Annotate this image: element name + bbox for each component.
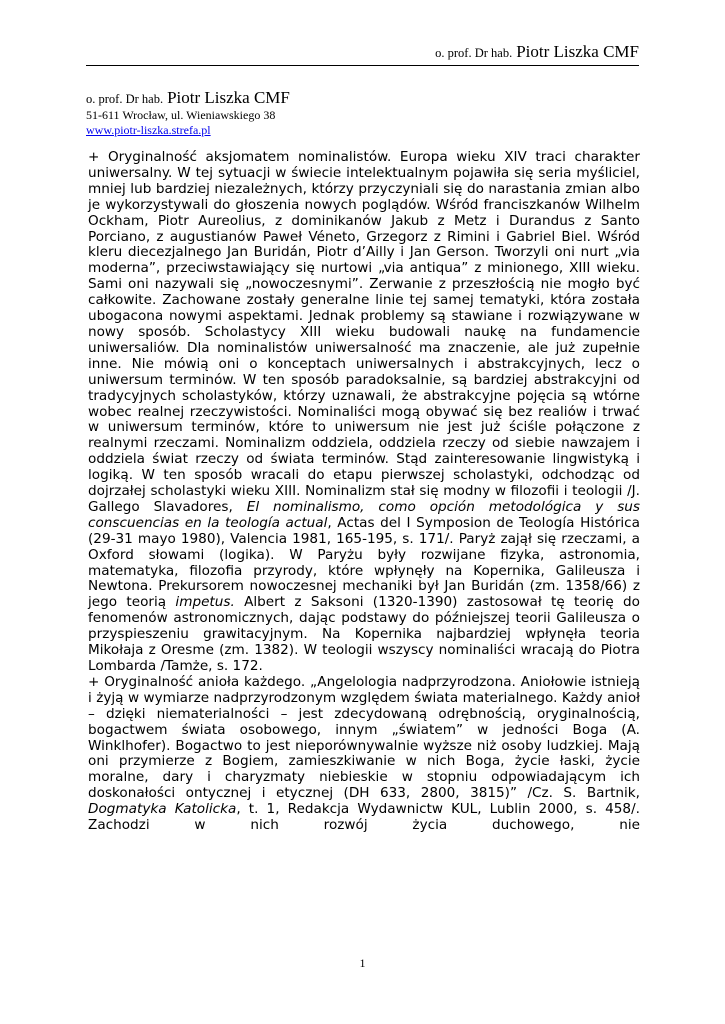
author-title-prefix: o. prof. Dr hab.	[86, 92, 164, 106]
paragraph-text: Albert z Saksoni (1320-1390) zastosował tę teorię do fenomenów astronomicznych, dając podstawy do późniejszej teorii Galileusza o przyspieszeniu grawitacyjnym. Na Kopernika najbardziej wpłynęła teoria Mikołaja z Oresme (zm. 1382). W teologii wszyscy nominaliści wracają do Piotra Lombarda /Tamże, s. 172.	[88, 594, 640, 674]
author-name-line	[86, 89, 290, 108]
header-author-name: Piotr Liszka CMF	[516, 42, 639, 61]
paragraph-text: , Actas del I Symposion de Teología Histórica (29-31 mayo 1980), Valencia 1981, 165-195, s. 171/. Paryż zajął się rzeczami, a Oxford słowami (logika). W Paryżu były rozwijane fizyka, astronomia, matematyka, filozofia przyrody, które wpłynęły na Kopernika, Galileusza i Newtona. Prekursorem nowoczesnej mechaniki był Jan Buridán (zm. 1358/66) z jego teorią	[88, 514, 640, 611]
author-address-block	[86, 89, 290, 137]
paragraph-nominalism	[88, 150, 640, 675]
page-number: 1	[359, 956, 366, 970]
italic-title: El nominalismo, como opción metodológica y sus conscuencias en la teología actual	[88, 498, 640, 531]
italic-title: Dogmatyka Katolicka	[88, 801, 237, 818]
author-street-address: 51-611 Wrocław, ul. Wieniawskiego 38	[86, 108, 276, 122]
author-name: Piotr Liszka CMF	[167, 88, 290, 107]
paragraph-text: + Oryginalność anioła każdego. „Angelologia nadprzyrodzona. Aniołowie istnieją i żyją w wymiarze nadprzyrodzonym względem świata materialnego. Każdy anioł – dzięki niematerialności – jest zdecydowaną odrębnością, oryginalnością, bogactwem świata osobowego, innym „światem” w jedności Boga (A. Winklhofer). Bogactwo to jest nieporównywalnie wyższe niż osoby ludzkiej. Mają oni przymierze z Bogiem, zamieszkiwanie w nich Boga, życie łaski, życie moralne, dary i charyzmaty niebieskie w stopniu odpowiadającym ich doskonałości ontycznej i etycznej (DH 633, 2800, 3815)” /Cz. S. Bartnik,	[88, 673, 640, 802]
paragraph-text: , t. 1, Redakcja Wydawnictw KUL, Lublin 2000, s. 458/. Zachodzi w nich rozwój życia duchowego, nie	[88, 801, 640, 834]
author-website-link[interactable]: www.piotr-liszka.strefa.pl	[86, 123, 211, 137]
running-header	[435, 42, 639, 62]
paragraph-text: + Oryginalność aksjomatem nominalistów. Europa wieku XIV traci charakter uniwersalny. W tej sytuacji w świecie intelektualnym pojawiła się seria myśliciel, mniej lub bardziej niezależnych, którzy przyczyniali się do narastania zmian albo je wykorzystywali do głoszenia nowych poglądów. Wśród franciszkanów Wilhelm Ockham, Piotr Aureolius, z dominikanów Jakub z Metz i Durandus z Santo Porciano, z augustianów Paweł Véneto, Grzegorz z Rimini i Gabriel Biel. Wśród kleru diecezjalnego Jan Buridán, Piotr d’Ailly i Jan Gerson. Tworzyli oni nurt „via moderna”, przeciwstawiający się nurtowi „via antiqua” z minionego, XIII wieku. Sami oni nazywali się „nowoczesnymi”. Zerwanie z przeszłością nie mogło być całkowite. Zachowane zostały generalne linie tej samej tematyki, która została ubogacona nowymi aspektami. Jednak problemy są stawiane i rozwiązywane w nowy sposób. Scholastycy XIII wieku budowali naukę na fundamencie uniwersaliów. Dla nominalistów uniwersalność ma znaczenie, ale już zupełnie inne. Nie mówią oni o konceptach uniwersalnych i abstrakcyjnych, lecz o uniwersum terminów. W ten sposób paradoksalnie, są bardziej abstrakcyjni od tradycyjnych scholastyków, którzy uznawali, że abstrakcyjne pojęcia są wtórne wobec realnej rzeczywistości. Nominaliści mogą obywać się bez realiów i trwać w uniwersum terminów, które to uniwersum nie jest już ściśle połączone z realnymi rzeczami. Nominalizm oddziela, oddziela rzeczy od siebie nawzajem i oddziela świat rzeczy od świata terminów. Stąd zainteresowanie lingwistyką i logiką. W ten sposób wracali do etapu pierwszej scholastyki, odchodząc od dojrzałej scholastyki wieku XIII. Nominalizm stał się modny w filozofii i teologii /J. Gallego Slavadores,	[88, 149, 640, 515]
body-text	[88, 150, 640, 834]
paragraph-angel	[88, 675, 640, 834]
italic-term: impetus.	[175, 594, 235, 611]
header-title-prefix: o. prof. Dr hab.	[435, 46, 513, 60]
header-divider	[86, 65, 639, 66]
